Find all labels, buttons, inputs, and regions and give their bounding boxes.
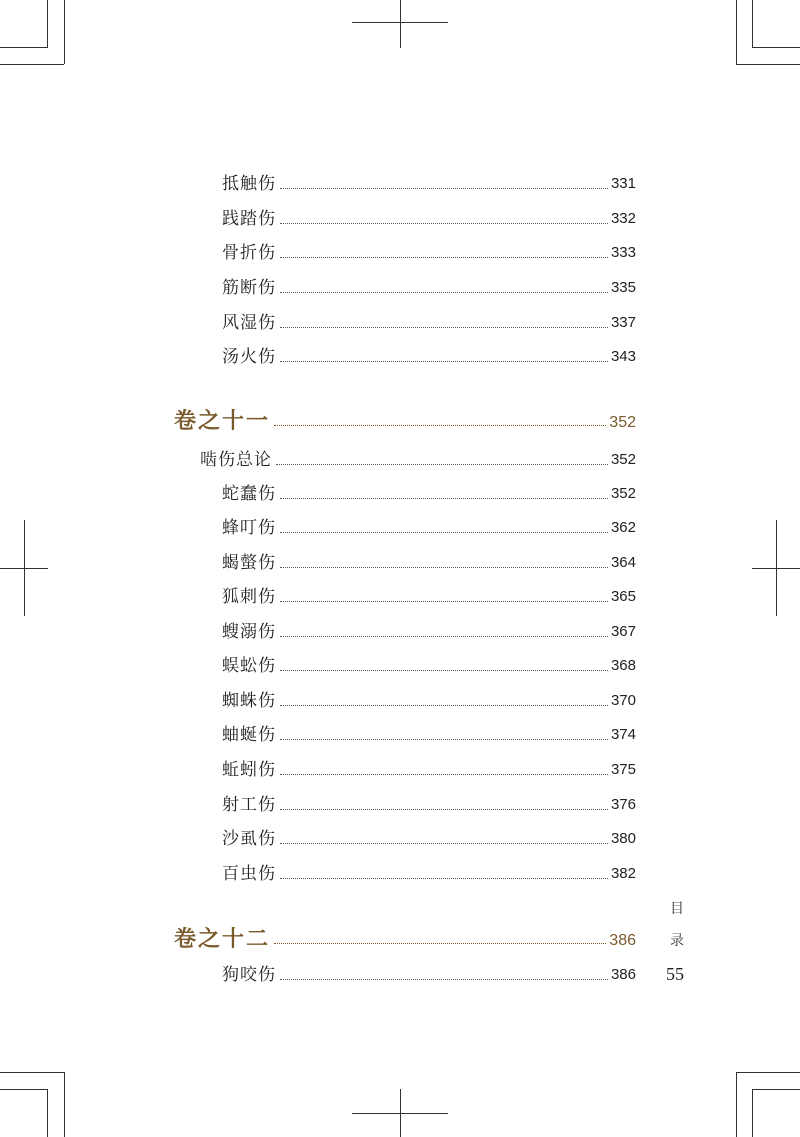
toc-entry-page: 335 <box>610 279 636 296</box>
toc-volume-title: 卷之十一 <box>174 408 271 434</box>
toc-entry-title: 抵触伤 <box>222 174 276 194</box>
toc-entry[interactable] <box>222 206 636 230</box>
dot-leader <box>280 256 608 258</box>
dot-leader <box>280 738 608 740</box>
toc-volume-heading[interactable] <box>174 924 636 952</box>
toc-entry-title: 筋断伤 <box>222 278 276 298</box>
toc-entry-page: 370 <box>610 692 636 709</box>
toc-volume-heading[interactable] <box>174 406 636 434</box>
toc-entry-title: 百虫伤 <box>222 864 276 884</box>
toc-volume-page: 386 <box>609 932 636 949</box>
toc-entry-title: 蜈蚣伤 <box>222 656 276 676</box>
toc-entry-page: 362 <box>610 519 636 536</box>
toc-entry-page: 375 <box>610 761 636 778</box>
toc-entry-title: 蜘蛛伤 <box>222 691 276 711</box>
toc-entry-title: 骨折伤 <box>222 243 276 263</box>
toc-entry[interactable] <box>222 722 636 746</box>
toc-entry[interactable] <box>222 653 636 677</box>
toc-entry-title: 啮伤总论 <box>200 450 272 470</box>
toc-entry-title: 射工伤 <box>222 795 276 815</box>
toc-entry[interactable] <box>222 826 636 850</box>
toc-section-entry[interactable] <box>200 447 636 471</box>
toc-entry-page: 332 <box>610 210 636 227</box>
toc-entry-page: 337 <box>610 314 636 331</box>
toc-entry[interactable] <box>222 792 636 816</box>
toc-entry[interactable] <box>222 550 636 574</box>
dot-leader <box>280 291 608 293</box>
toc-entry-title: 狐刺伤 <box>222 587 276 607</box>
toc-entry-title: 螋溺伤 <box>222 622 276 642</box>
dot-leader <box>280 531 608 533</box>
dot-leader <box>280 877 608 879</box>
toc-entry-page: 333 <box>610 244 636 261</box>
toc-volume-page: 352 <box>609 414 636 431</box>
toc-entry[interactable] <box>222 515 636 539</box>
toc-entry[interactable] <box>222 310 636 334</box>
toc-entry-title: 蚰蜒伤 <box>222 725 276 745</box>
toc-entry-title: 狗咬伤 <box>222 965 276 985</box>
toc-entry[interactable] <box>222 757 636 781</box>
dot-leader <box>280 326 608 328</box>
toc-entry-title: 风湿伤 <box>222 313 276 333</box>
toc-entry[interactable] <box>222 619 636 643</box>
toc-entry-page: 331 <box>610 175 636 192</box>
toc-entry-title: 践踏伤 <box>222 209 276 229</box>
toc-entry-title: 沙虱伤 <box>222 829 276 849</box>
toc-entry-page: 367 <box>610 623 636 640</box>
dot-leader <box>280 187 608 189</box>
toc-entry-page: 365 <box>610 588 636 605</box>
toc-entry-page: 382 <box>610 865 636 882</box>
dot-leader <box>280 566 608 568</box>
dot-leader <box>280 360 608 362</box>
dot-leader <box>280 497 608 499</box>
toc-entry[interactable] <box>222 481 636 505</box>
toc-entry-title: 蝎螫伤 <box>222 553 276 573</box>
toc-entry-title: 汤火伤 <box>222 347 276 367</box>
dot-leader <box>280 842 608 844</box>
toc-entry-title: 蜂叮伤 <box>222 518 276 538</box>
toc-entry-title: 蚯蚓伤 <box>222 760 276 780</box>
toc-entry[interactable] <box>222 584 636 608</box>
toc-entry[interactable] <box>222 275 636 299</box>
dot-leader <box>280 978 608 980</box>
toc-entry-page: 352 <box>610 485 636 502</box>
toc-entry-page: 380 <box>610 830 636 847</box>
dot-leader <box>274 424 606 426</box>
dot-leader <box>280 808 608 810</box>
toc-entry-page: 364 <box>610 554 636 571</box>
dot-leader <box>280 635 608 637</box>
dot-leader <box>280 222 608 224</box>
toc-entry-title: 蛇蠢伤 <box>222 484 276 504</box>
toc-entry[interactable] <box>222 171 636 195</box>
dot-leader <box>274 942 606 944</box>
toc-entry[interactable] <box>222 962 636 986</box>
side-label-mu: 目 <box>670 901 684 917</box>
toc-entry[interactable] <box>222 344 636 368</box>
dot-leader <box>280 600 608 602</box>
dot-leader <box>276 463 608 465</box>
toc-entry-page: 376 <box>610 796 636 813</box>
toc-entry[interactable] <box>222 240 636 264</box>
toc-entry-page: 374 <box>610 726 636 743</box>
page-number: 55 <box>666 964 684 984</box>
toc-entry-page: 368 <box>610 657 636 674</box>
dot-leader <box>280 773 608 775</box>
toc-entry-page: 386 <box>610 966 636 983</box>
toc-entry[interactable] <box>222 861 636 885</box>
dot-leader <box>280 669 608 671</box>
toc-entry-page: 343 <box>610 348 636 365</box>
toc-entry[interactable] <box>222 688 636 712</box>
side-label-lu: 录 <box>670 933 684 949</box>
toc-volume-title: 卷之十二 <box>174 926 271 952</box>
dot-leader <box>280 704 608 706</box>
toc-entry-page: 352 <box>610 451 636 468</box>
